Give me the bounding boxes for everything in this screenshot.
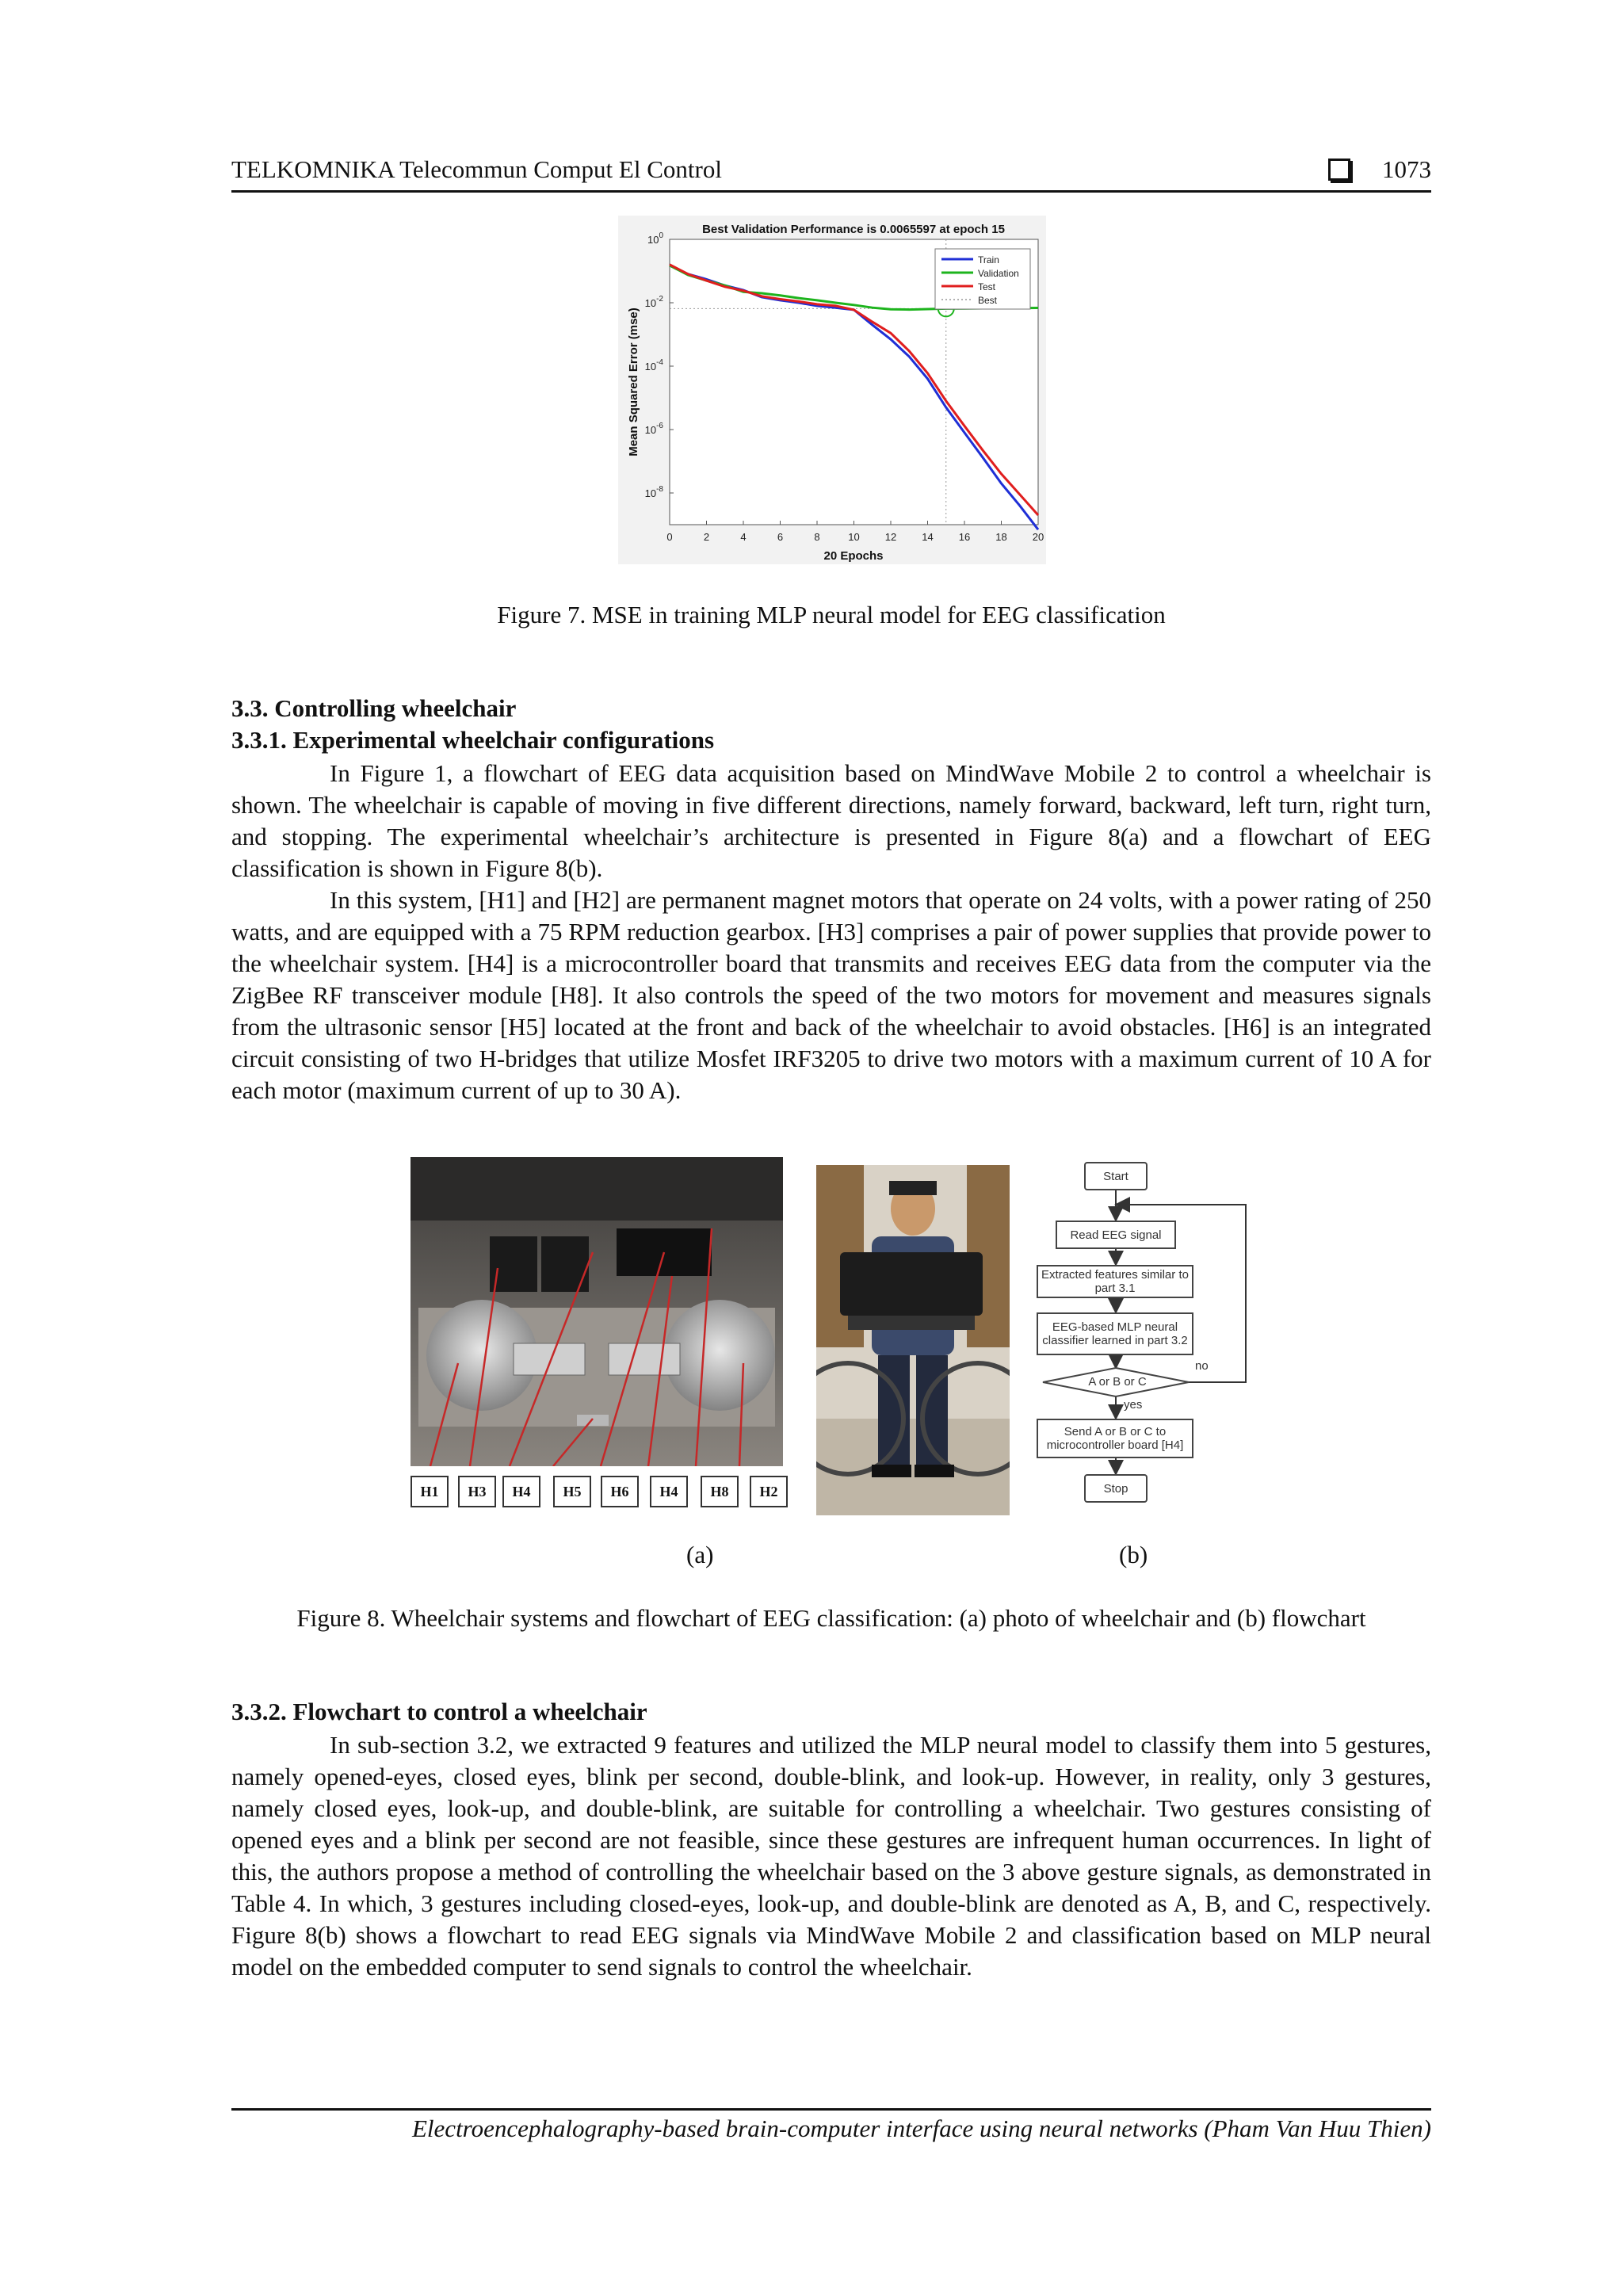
x-tick-label: 4	[740, 531, 747, 543]
hw-label: H4	[650, 1476, 688, 1507]
x-tick-label: 12	[884, 531, 897, 543]
x-tick-label: 20	[1032, 531, 1044, 543]
y-axis-label: Mean Squared Error (mse)	[627, 308, 640, 457]
page-header	[231, 152, 1431, 193]
flow-yes-label: yes	[1124, 1398, 1143, 1412]
legend-label: Test	[978, 281, 996, 292]
section-heading: 3.3. Controlling wheelchair	[231, 694, 517, 722]
paragraph: In Figure 1, a flowchart of EEG data acquisition based on MindWave Mobile 2 to control a wheelchair is shown. The wheelchair is capable of moving in five different directions, namely forward, backward, left turn, right turn, and stopping. The experimental wheelchair’s architecture is presented in Figure 8(a) and a flowchart of EEG classification is shown in Figure 8(b).	[231, 759, 1431, 882]
y-tick-label: $10^{-4}$	[644, 358, 663, 372]
hw-label: H2	[750, 1476, 788, 1507]
hw-label: H1	[411, 1476, 449, 1507]
chart-title: Best Validation Performance is 0.0065597 at epoch 15	[702, 223, 1005, 236]
x-tick-label: 8	[814, 531, 820, 543]
mse-chart	[618, 216, 1046, 564]
battery	[490, 1236, 537, 1292]
y-tick-label: $10^{-2}$	[644, 295, 663, 309]
flow-read-eeg: Read EEG signal	[1056, 1221, 1176, 1249]
figure7-caption: Figure 7. MSE in training MLP neural model for EEG classification	[497, 601, 1166, 628]
journal-title: TELKOMNIKA Telecommun Comput El Control	[231, 155, 722, 183]
flow-extract-features: Extracted features similar to part 3.1	[1037, 1265, 1193, 1298]
motor-right	[664, 1300, 775, 1411]
section-body	[231, 1729, 1431, 1983]
y-tick-label: $10^{-8}$	[644, 485, 663, 499]
hw-label: H3	[458, 1476, 496, 1507]
flow-no-label: no	[1195, 1359, 1209, 1373]
square-bullet-icon	[1328, 159, 1350, 181]
person-in-wheelchair-photo	[816, 1165, 1010, 1515]
x-axis-label: 20 Epochs	[823, 549, 884, 563]
flow-stop: Stop	[1084, 1474, 1148, 1503]
laptop	[840, 1252, 983, 1316]
flow-mlp-classifier: EEG-based MLP neural classifier learned in part 3.2	[1037, 1312, 1193, 1355]
x-tick-label: 10	[848, 531, 860, 543]
y-tick-label: $10^0$	[647, 231, 663, 246]
flow-decision-label: A or B or C	[1088, 1375, 1147, 1389]
wheelchair-hardware-photo	[411, 1157, 783, 1466]
subsection-heading: 3.3.1. Experimental wheelchair configurations	[231, 726, 715, 754]
flow-send-command: Send A or B or C to microcontroller board [H4]	[1037, 1419, 1193, 1458]
section-body	[231, 758, 1431, 1106]
legend-label: Best	[978, 295, 998, 306]
subsection-heading: 3.3.2. Flowchart to control a wheelchair	[231, 1698, 647, 1725]
x-tick-label: 16	[958, 531, 971, 543]
subfigure-label-b: (b)	[1119, 1541, 1148, 1568]
paragraph: In sub-section 3.2, we extracted 9 features and utilized the MLP neural model to classify them into 5 gestures, namely opened-eyes, closed eyes, blink per second, double-blink, and look-up. However, in reality, only 3 gestures, namely closed eyes, look-up, and double-blink, are suitable for controlling a wheelchair. Two gestures consisting of opened eyes and a blink per second are not feasible, since these gestures are infrequent human occurrences. In light of this, the authors propose a method of controlling the wheelchair based on the 3 above gesture signals, as demonstrated in Table 4. In which, 3 gestures including closed-eyes, look-up, and double-blink are denoted as A, B, and C, respectively. Figure 8(b) shows a flowchart to read EEG signals via MindWave Mobile 2 and classification based on MLP neural model on the embedded computer to send signals to control the wheelchair.	[231, 1731, 1431, 1981]
hw-label: H6	[601, 1476, 639, 1507]
subfigure-label-a: (a)	[686, 1541, 714, 1568]
battery	[541, 1236, 589, 1292]
legend-label: Train	[978, 254, 999, 266]
figure8-caption: Figure 8. Wheelchair systems and flowchart of EEG classification: (a) photo of wheelchair and (b) flowchart	[296, 1604, 1366, 1632]
x-tick-label: 6	[777, 531, 784, 543]
hw-label: H8	[701, 1476, 739, 1507]
y-tick-label: $10^{-6}$	[644, 422, 663, 436]
x-tick-label: 2	[703, 531, 710, 543]
legend-label: Validation	[978, 268, 1019, 279]
x-tick-label: 0	[666, 531, 673, 543]
paragraph: In this system, [H1] and [H2] are permanent magnet motors that operate on 24 volts, with a power rating of 250 watts, and are equipped with a 75 RPM reduction gearbox. [H3] comprises a pair of power supplies that provide power to the wheelchair system. [H4] is a microcontroller board that transmits and receives EEG data from the computer via the ZigBee RF transceiver module [H8]. It also controls the speed of the two motors for movement and measures signals from the ultrasonic sensor [H5] located at the front and back of the wheelchair to avoid obstacles. [H6] is an integrated circuit consisting of two H-bridges that utilize Mosfet IRF3205 to drive two motors with a maximum current of 10 A for each motor (maximum current of up to 30 A).	[231, 886, 1431, 1104]
hw-label: H5	[553, 1476, 591, 1507]
x-tick-label: 14	[922, 531, 934, 543]
hw-label: H4	[502, 1476, 540, 1507]
footer-rule	[231, 2108, 1431, 2111]
flow-start: Start	[1084, 1162, 1148, 1190]
x-tick-label: 18	[995, 531, 1007, 543]
page-footer: Electroencephalography-based brain-computer interface using neural networks (Pham Van Huu Thien)	[412, 2115, 1431, 2142]
page-number: 1073	[1382, 155, 1431, 183]
